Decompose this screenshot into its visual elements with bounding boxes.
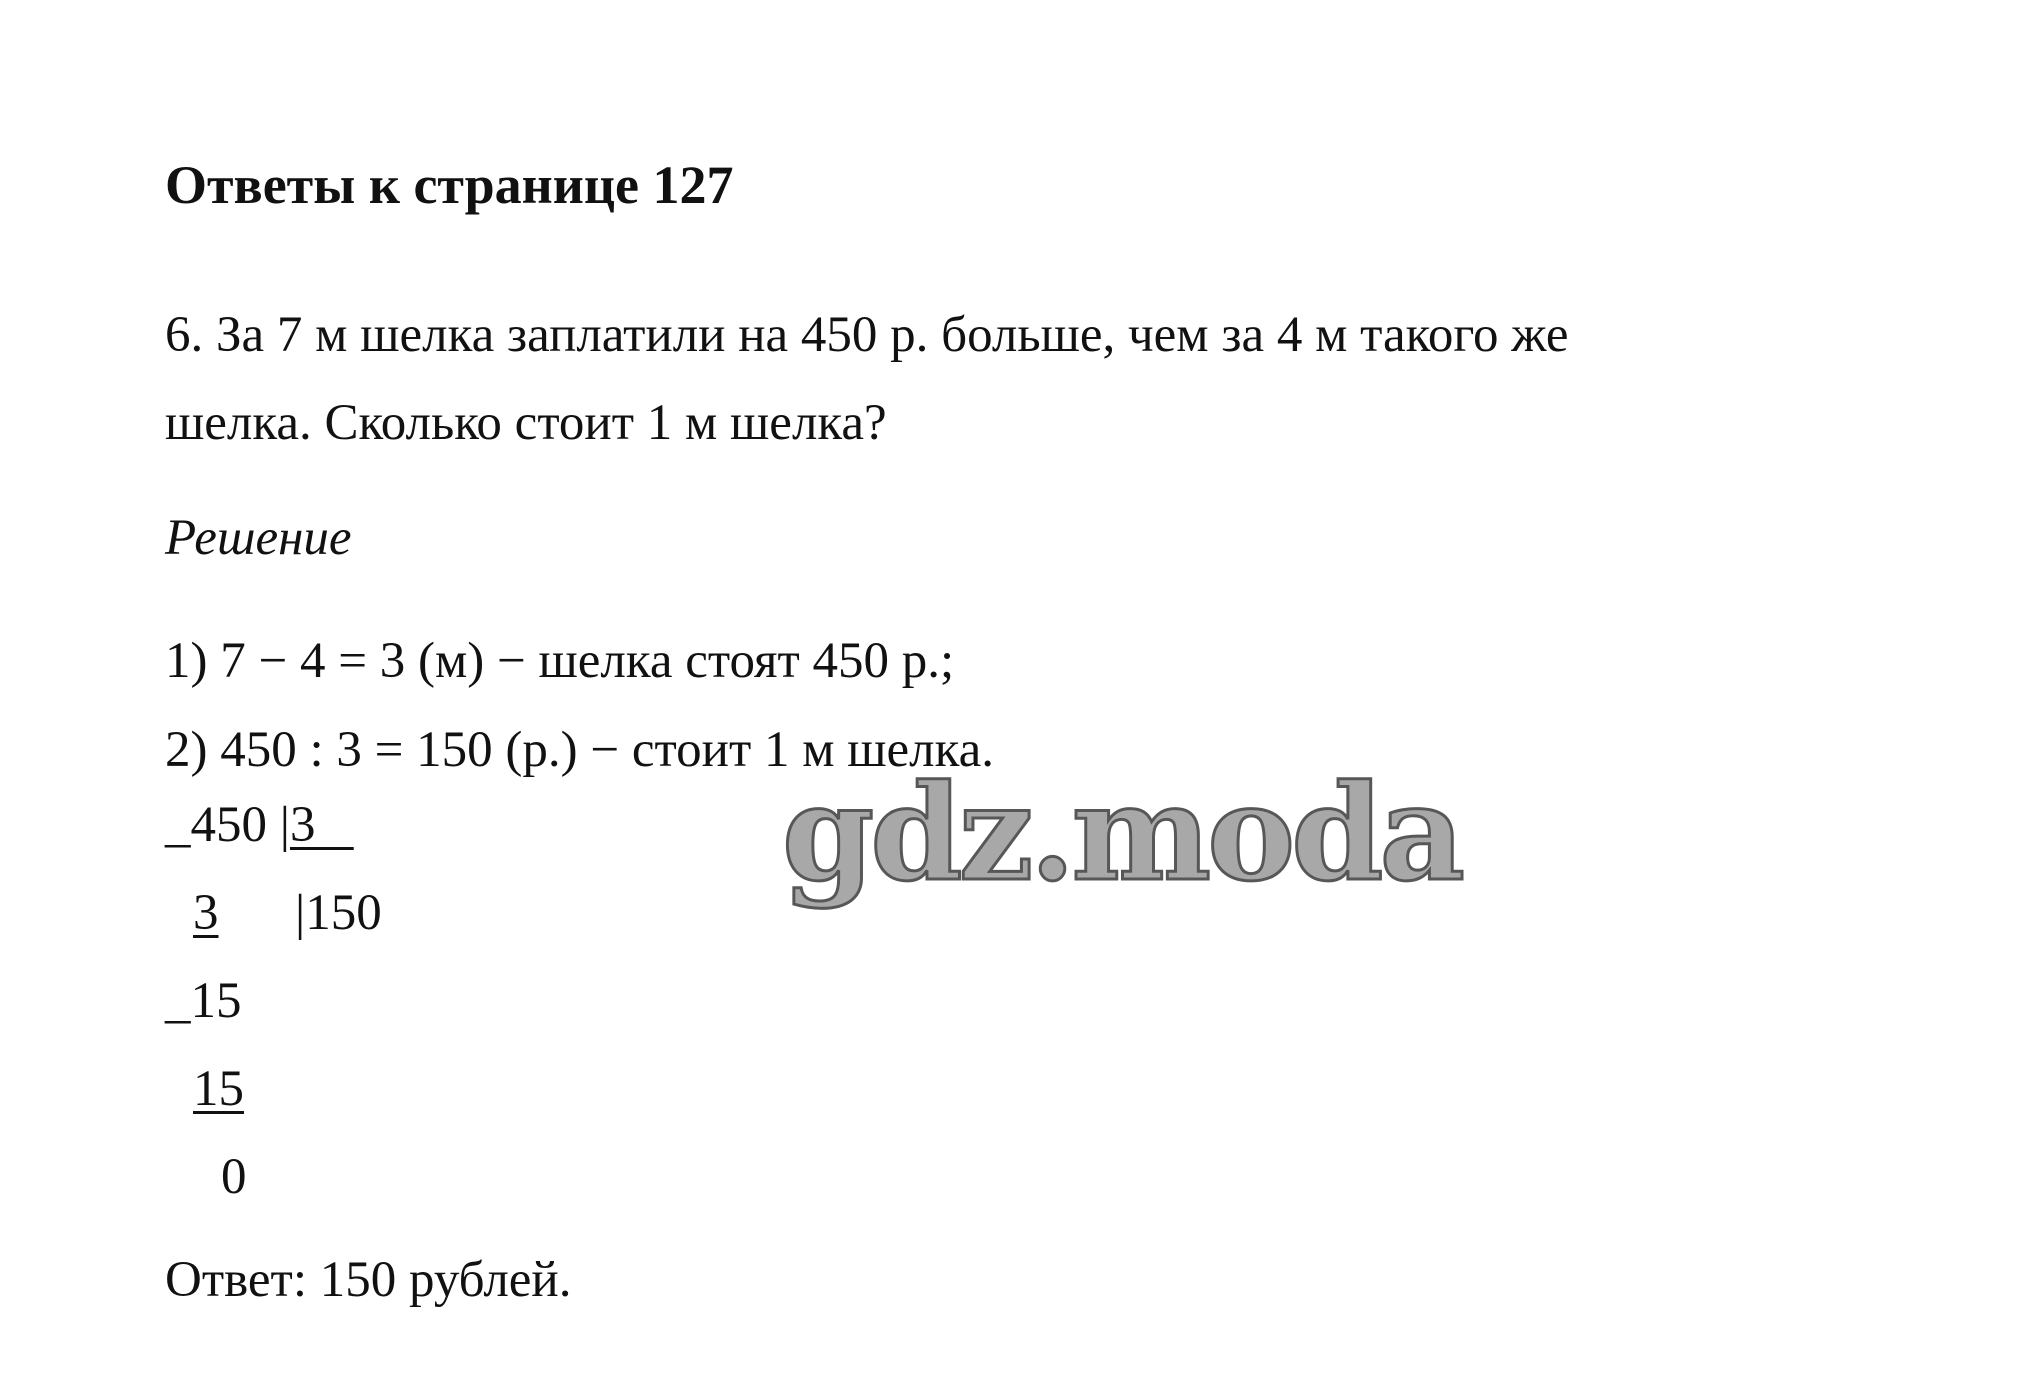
- division-row-quotient: [295, 885, 382, 941]
- dividend: 450 |: [190, 797, 290, 853]
- solution-step-1: 1) 7 − 4 = 3 (м) − шелка стоят 450 р.;: [165, 633, 955, 689]
- division-row-subtrahend-2: [193, 1061, 244, 1117]
- subtrahend-2: 15: [193, 1061, 244, 1117]
- minus-sign: _: [165, 973, 191, 1029]
- subtrahend-1: 3: [193, 885, 219, 941]
- partial-dividend: 15: [190, 973, 242, 1029]
- problem-line-2: шелка. Сколько стоит 1 м шелка?: [165, 395, 887, 451]
- division-row-subtrahend-1: [193, 885, 219, 941]
- minus-sign: _: [165, 797, 191, 853]
- divisor: 3: [289, 797, 354, 853]
- division-row-partial: [165, 973, 242, 1029]
- problem-line-1: 6. За 7 м шелка заплатили на 450 р. больше, чем за 4 м такого же: [165, 307, 1569, 363]
- page-heading: Ответы к странице 127: [165, 155, 734, 215]
- watermark-logo: gdz.moda: [782, 756, 1462, 911]
- answer-line: Ответ: 150 рублей.: [165, 1252, 572, 1308]
- division-row-dividend: [165, 797, 354, 853]
- division-row-remainder: [221, 1149, 247, 1205]
- solution-step-2: 2) 450 : 3 = 150 (р.) − стоит 1 м шелка.: [165, 722, 994, 778]
- solution-label: Решение: [165, 510, 352, 566]
- quotient: |150: [295, 885, 382, 941]
- remainder: 0: [221, 1149, 247, 1205]
